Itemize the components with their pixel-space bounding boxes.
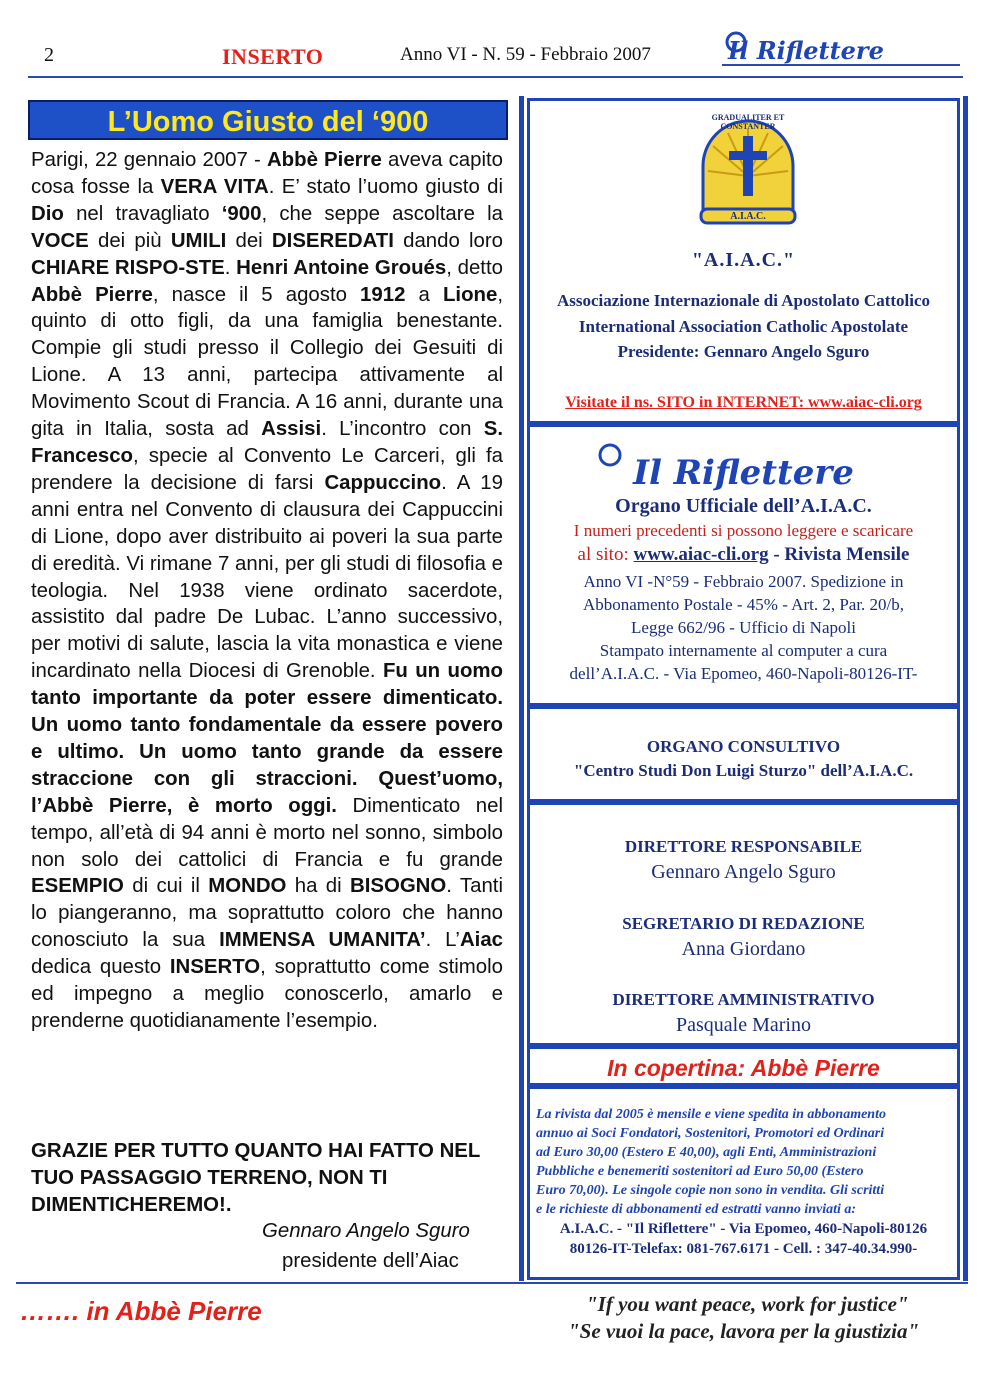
aiac-name-en: International Association Catholic Apostolate (578, 317, 909, 336)
riflettere-logo-text: Il Riflettere (728, 36, 884, 65)
footer-quote-en: "If you want peace, work for justice" (586, 1292, 909, 1316)
subscription-line: annuo ai Soci Fondatori, Sostenitori, Promotori ed Ordinari (536, 1126, 885, 1141)
subscription-line: e le richieste di abbonamenti ed estratti vanno inviati a: (536, 1202, 857, 1217)
subscription-line: ad Euro 30,00 (Estero E 40,00), agli Enti, Amministrazioni (536, 1145, 877, 1160)
subscription-contacts: 80126-IT-Telefax: 081-767.6171 - Cell. : 347-40.34.990- (569, 1241, 918, 1257)
magazine-site-link[interactable]: www.aiac-cli.org (633, 544, 769, 565)
article-text-run: . Tanti lo piangeranno, ma soprattutto coloro che hanno conosciuto la sua (31, 875, 503, 952)
article-bold-run: 1912 (360, 283, 406, 306)
article-body (31, 147, 503, 1035)
article-text-run: , quinto di otto figli, da una famiglia benestante. Compie gli studi presso il Collegio dei Gesuiti di Lione. A 13 anni, partecipa attivamente al Movimento Scout di Francia. A 16 anni, durante una gita in Italia, sosta ad (31, 283, 503, 441)
subscription-line: Euro 70,00). Le singole copie non sono in vendita. Gli scritti (536, 1183, 885, 1198)
article-text-run: , che seppe ascoltare la (261, 202, 503, 225)
article-bold-run: ESEMPIO (31, 875, 124, 898)
header-rule (28, 76, 963, 78)
magazine-detail: Abbonamento Postale - 45% - Art. 2, Par. 20/b, (582, 595, 905, 614)
article-bold-run: BISOGNO (349, 875, 447, 898)
consult-box (527, 706, 960, 802)
article-closing: GRAZIE PER TUTTO QUANTO HAI FATTO NEL TUO PASSAGGIO TERRENO, NON TI DIMENTICHEREMO!. (31, 1140, 480, 1216)
issue-info: Anno VI - N. 59 - Febbraio 2007 (400, 44, 651, 65)
magazine-subtitle: Organo Ufficiale dell’A.I.A.C. (615, 495, 872, 517)
article-text-run: . L’incontro con (321, 418, 484, 441)
article-text-run: dei più (88, 229, 171, 252)
article-bold-run: UMILI (170, 229, 227, 252)
article-text-run: di cui il (123, 875, 209, 898)
article-text-run: dedica questo (31, 956, 170, 979)
article-text-run: dei (226, 229, 272, 252)
footer-tagline: ……. in Abbè Pierre (20, 1296, 262, 1326)
consult-title: ORGANO CONSULTIVO (646, 737, 841, 756)
page-number: 2 (44, 44, 54, 66)
article-bold-run: Henri Antoine Groués (236, 256, 447, 279)
site-prefix: al sito: (577, 544, 634, 565)
staff-name: Pasquale Marino (676, 1014, 811, 1036)
consult-subtitle: "Centro Studi Don Luigi Sturzo" dell’A.I.A.C. (573, 761, 914, 780)
magazine-site-line (530, 544, 957, 566)
cover-caption: In copertina: Abbè Pierre (607, 1055, 880, 1081)
article-text-run: ha di (286, 875, 350, 898)
subscription-address: A.I.A.C. - "Il Riflettere" - Via Epomeo, 460-Napoli-80126 (559, 1221, 928, 1237)
article-bold-run: MONDO (208, 875, 287, 898)
aiac-president: Presidente: Gennaro Angelo Sguro (617, 342, 870, 361)
article-bold-run: VOCE (31, 229, 89, 252)
article-bold-run: Aiac (459, 929, 504, 952)
article-text-run: , soprattutto come stimolo ed impegno a meglio conoscerlo, amarlo e prenderne quotidianamente l’esempio. (31, 956, 503, 1032)
article-bold-run: Lione (442, 283, 498, 306)
article-text-run: . L’ (425, 929, 460, 952)
staff-role: SEGRETARIO DI REDAZIONE (622, 914, 865, 933)
article-text-run: . E’ stato l’uomo giusto di (268, 175, 503, 198)
article-text-run: dando loro (393, 229, 503, 252)
magazine-logo: Il Riflettere (633, 453, 854, 493)
article-author: Gennaro Angelo Sguro (262, 1220, 470, 1242)
magazine-detail: Anno VI -N°59 - Febbraio 2007. Spedizione in (583, 572, 904, 591)
staff-name: Gennaro Angelo Sguro (651, 861, 836, 883)
staff-role: DIRETTORE RESPONSABILE (624, 837, 863, 856)
article-text-run: a (405, 283, 443, 306)
staff-role: DIRETTORE AMMINISTRATIVO (612, 990, 875, 1009)
magazine-detail: dell’A.I.A.C. - Via Epomeo, 460-Napoli-80126-IT- (569, 664, 918, 683)
magazine-detail: Legge 662/96 - Ufficio di Napoli (631, 618, 856, 637)
aiac-box (527, 98, 960, 424)
magazine-detail: Stampato internamente al computer a cura (599, 641, 888, 660)
emblem-acronym: A.I.A.C. (730, 211, 766, 222)
article-author-role: presidente dell’Aiac (282, 1250, 459, 1272)
article-bold-run: INSERTO (169, 956, 261, 979)
article-bold-run: VERA VITA (160, 175, 269, 198)
aiac-website-link[interactable]: Visitate il ns. SITO in INTERNET: www.aiac-cli.org (565, 394, 922, 411)
article-text-run: , specie al Convento Le Carceri, gli fa prendere la decisione di farsi (31, 444, 503, 494)
article-bold-run: Abbè Pierre (266, 149, 382, 171)
footer-quote-it: "Se vuoi la pace, lavora per la giustizia" (568, 1319, 920, 1343)
article-text-run: , detto (446, 256, 503, 279)
staff-name: Anna Giordano (681, 938, 806, 960)
article-bold-run: Dio (31, 202, 64, 225)
footer-rule (16, 1282, 968, 1284)
magazine-archive-note: I numeri precedenti si possono leggere e scaricare (573, 521, 914, 540)
article-bold-run: Fu un uomo tanto importante da poter essere dimenticato. Un uomo tanto fondamentale da essere povero e ultimo. Un uomo tanto grande da essere straccione con gli straccioni. Quest’uomo, l’Abbè Pierre, è morto oggi. (31, 660, 504, 817)
article-bold-run: S. Francesco (31, 418, 503, 467)
logo-underline (722, 64, 960, 66)
cover-box (527, 1046, 960, 1086)
article-bold-run: Assisi (261, 418, 322, 441)
article-bold-run: CHIARE RISPO-STE (31, 256, 225, 279)
staff-box (527, 802, 960, 1046)
subscription-line: La rivista dal 2005 è mensile e viene spedita in abbonamento (536, 1107, 886, 1122)
article-bold-run: Cappuccino (324, 471, 442, 494)
article-bold-run: ‘900 (221, 202, 262, 225)
article-bold-run: IMMENSA UMANITA’ (219, 929, 426, 952)
article-text-run: Dimenticato nel tempo, all’età di 94 anni è morto nel sonno, simbolo non solo dei cattolici di Francia e fu grande (31, 794, 503, 871)
aiac-name-it: Associazione Internazionale di Apostolato Cattolico (556, 291, 931, 310)
article-text-run: , nasce il 5 agosto (152, 283, 361, 306)
section-label: INSERTO (222, 44, 324, 69)
article-text-run: . A 19 anni entra nel Convento di clausura dei Cappuccini di Lione, dopo aver distribuito ai poveri la sua parte di eredità. Vi rimane 7 anni, per gli studi di filosofia e teologia. Nel 1938 viene ordinato sacerdote, assistito dal padre De Lubac. L’anno successivo, per motivi di salute, lascia la vita monastica e viene incardinato nella Diocesi di Grenoble. (31, 471, 503, 683)
subscription-line: Pubbliche e benemeriti sostenitori ad Euro 50,00 (Estero (536, 1164, 864, 1179)
subscription-box (527, 1086, 960, 1280)
aiac-title: "A.I.A.C." (691, 249, 796, 271)
article-text-run: . (224, 256, 237, 279)
article-text-run: Parigi, 22 gennaio 2007 - (31, 149, 267, 171)
article-bold-run: Abbè Pierre (31, 283, 153, 306)
site-suffix: - Rivista Mensile (768, 544, 910, 565)
subscription-text (536, 1105, 951, 1219)
magazine-box (527, 424, 960, 706)
emblem-motto: GRADUALITER ET CONSTANTER (711, 113, 785, 131)
article-text-run: nel travagliato (63, 202, 222, 225)
article-bold-run: DISEREDATI (271, 229, 394, 252)
article-text-run: aveva capito cosa fosse la (31, 149, 504, 198)
article-title: L’Uomo Giusto del ‘900 (28, 100, 508, 140)
